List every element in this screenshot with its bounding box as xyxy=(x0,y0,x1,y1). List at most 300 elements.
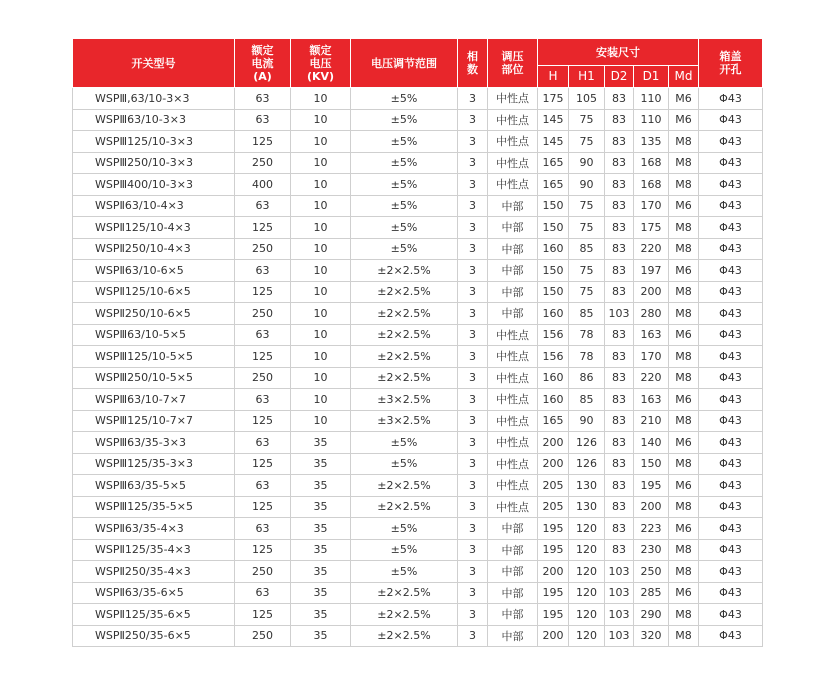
cell-cover: Φ43 xyxy=(699,432,763,454)
cell-range: ±2×2.5% xyxy=(351,582,458,604)
cell-current: 250 xyxy=(235,152,291,174)
cell-voltage: 10 xyxy=(291,410,351,432)
cell-position: 中部 xyxy=(488,238,538,260)
cell-voltage: 10 xyxy=(291,131,351,153)
cell-phases: 3 xyxy=(458,88,488,110)
cell-dim-h: 175 xyxy=(538,88,569,110)
cell-dim-d1: 135 xyxy=(634,131,669,153)
cell-range: ±5% xyxy=(351,453,458,475)
cell-dim-h1: 78 xyxy=(569,324,605,346)
cell-dim-h1: 120 xyxy=(569,518,605,540)
cell-phases: 3 xyxy=(458,496,488,518)
cell-voltage: 35 xyxy=(291,475,351,497)
cell-dim-md: M8 xyxy=(669,604,699,626)
header-cover-line: 开孔 xyxy=(719,63,742,76)
table-row xyxy=(73,131,763,153)
cell-current: 125 xyxy=(235,217,291,239)
cell-dim-d2: 83 xyxy=(605,346,634,368)
header-current xyxy=(235,39,291,88)
cell-current: 250 xyxy=(235,367,291,389)
cell-model: WSPⅢ125/10-3×3 xyxy=(73,131,235,153)
cell-dim-h: 156 xyxy=(538,324,569,346)
cell-cover: Φ43 xyxy=(699,260,763,282)
cell-voltage: 10 xyxy=(291,238,351,260)
cell-dim-d2: 83 xyxy=(605,410,634,432)
cell-dim-d1: 163 xyxy=(634,324,669,346)
cell-model: WSPⅢ125/10-7×7 xyxy=(73,410,235,432)
cell-range: ±2×2.5% xyxy=(351,303,458,325)
cell-dim-h: 200 xyxy=(538,432,569,454)
cell-dim-md: M6 xyxy=(669,260,699,282)
cell-dim-d1: 195 xyxy=(634,475,669,497)
cell-dim-d1: 220 xyxy=(634,367,669,389)
cell-dim-d1: 140 xyxy=(634,432,669,454)
cell-dim-h: 205 xyxy=(538,475,569,497)
cell-position: 中性点 xyxy=(488,389,538,411)
cell-position: 中性点 xyxy=(488,367,538,389)
spec-table xyxy=(72,38,763,647)
cell-voltage: 10 xyxy=(291,303,351,325)
cell-range: ±2×2.5% xyxy=(351,324,458,346)
cell-dim-h: 195 xyxy=(538,604,569,626)
header-current-line: 电流 xyxy=(251,56,274,70)
cell-voltage: 10 xyxy=(291,152,351,174)
cell-voltage: 35 xyxy=(291,496,351,518)
cell-dim-h1: 120 xyxy=(569,582,605,604)
cell-dim-h: 150 xyxy=(538,195,569,217)
cell-dim-md: M8 xyxy=(669,625,699,647)
cell-dim-d2: 83 xyxy=(605,518,634,540)
cell-dim-h1: 75 xyxy=(569,109,605,131)
cell-dim-h: 145 xyxy=(538,109,569,131)
cell-phases: 3 xyxy=(458,152,488,174)
cell-phases: 3 xyxy=(458,174,488,196)
cell-dim-h: 160 xyxy=(538,238,569,260)
cell-dim-d2: 83 xyxy=(605,324,634,346)
cell-position: 中部 xyxy=(488,281,538,303)
cell-dim-d1: 110 xyxy=(634,88,669,110)
cell-cover: Φ43 xyxy=(699,217,763,239)
cell-dim-h1: 90 xyxy=(569,152,605,174)
cell-position: 中性点 xyxy=(488,475,538,497)
cell-range: ±2×2.5% xyxy=(351,260,458,282)
cell-dim-d2: 83 xyxy=(605,475,634,497)
cell-phases: 3 xyxy=(458,518,488,540)
cell-dim-h: 205 xyxy=(538,496,569,518)
cell-dim-d1: 290 xyxy=(634,604,669,626)
cell-dim-d1: 110 xyxy=(634,109,669,131)
table-row xyxy=(73,410,763,432)
cell-current: 63 xyxy=(235,475,291,497)
cell-position: 中部 xyxy=(488,625,538,647)
cell-model: WSPⅡ63/10-6×5 xyxy=(73,260,235,282)
cell-dim-d2: 83 xyxy=(605,453,634,475)
cell-cover: Φ43 xyxy=(699,88,763,110)
cell-model: WSPⅡ63/35-4×3 xyxy=(73,518,235,540)
table-row xyxy=(73,539,763,561)
cell-position: 中性点 xyxy=(488,410,538,432)
cell-model: WSPⅢ125/35-3×3 xyxy=(73,453,235,475)
cell-dim-md: M8 xyxy=(669,303,699,325)
cell-position: 中性点 xyxy=(488,496,538,518)
cell-dim-md: M8 xyxy=(669,539,699,561)
cell-dim-h1: 85 xyxy=(569,389,605,411)
cell-model: WSPⅡ250/10-4×3 xyxy=(73,238,235,260)
cell-dim-h1: 75 xyxy=(569,195,605,217)
cell-dim-d2: 83 xyxy=(605,131,634,153)
cell-dim-d1: 168 xyxy=(634,174,669,196)
cell-current: 125 xyxy=(235,410,291,432)
cell-cover: Φ43 xyxy=(699,475,763,497)
cell-current: 125 xyxy=(235,131,291,153)
cell-range: ±5% xyxy=(351,518,458,540)
cell-dim-h1: 90 xyxy=(569,174,605,196)
cell-model: WSPⅢ63/10-7×7 xyxy=(73,389,235,411)
cell-range: ±3×2.5% xyxy=(351,410,458,432)
cell-cover: Φ43 xyxy=(699,389,763,411)
cell-position: 中性点 xyxy=(488,131,538,153)
cell-current: 400 xyxy=(235,174,291,196)
cell-dim-h: 200 xyxy=(538,561,569,583)
cell-phases: 3 xyxy=(458,475,488,497)
cell-dim-d2: 83 xyxy=(605,496,634,518)
cell-model: WSPⅢ63/10-5×5 xyxy=(73,324,235,346)
cell-phases: 3 xyxy=(458,281,488,303)
cell-voltage: 35 xyxy=(291,604,351,626)
cell-range: ±2×2.5% xyxy=(351,496,458,518)
cell-dim-h1: 75 xyxy=(569,131,605,153)
cell-dim-md: M8 xyxy=(669,174,699,196)
cell-dim-h1: 120 xyxy=(569,539,605,561)
table-body xyxy=(73,88,763,647)
cell-phases: 3 xyxy=(458,324,488,346)
cell-dim-md: M6 xyxy=(669,389,699,411)
cell-dim-md: M6 xyxy=(669,324,699,346)
cell-dim-d1: 175 xyxy=(634,217,669,239)
cell-current: 63 xyxy=(235,432,291,454)
cell-dim-d2: 103 xyxy=(605,582,634,604)
table-row xyxy=(73,324,763,346)
cell-dim-d2: 83 xyxy=(605,281,634,303)
cell-dim-h1: 120 xyxy=(569,561,605,583)
table-row xyxy=(73,238,763,260)
cell-current: 125 xyxy=(235,604,291,626)
cell-range: ±5% xyxy=(351,174,458,196)
cell-cover: Φ43 xyxy=(699,324,763,346)
cell-range: ±5% xyxy=(351,195,458,217)
cell-dim-h1: 130 xyxy=(569,475,605,497)
cell-dim-md: M8 xyxy=(669,152,699,174)
cell-position: 中性点 xyxy=(488,432,538,454)
cell-cover: Φ43 xyxy=(699,152,763,174)
header-row xyxy=(73,39,763,66)
cell-dim-d1: 200 xyxy=(634,496,669,518)
header-voltage-line: 电压 xyxy=(309,56,332,70)
header-voltage xyxy=(291,39,351,88)
cell-phases: 3 xyxy=(458,260,488,282)
cell-cover: Φ43 xyxy=(699,410,763,432)
cell-dim-d2: 83 xyxy=(605,195,634,217)
cell-phases: 3 xyxy=(458,303,488,325)
cell-current: 125 xyxy=(235,539,291,561)
cell-dim-md: M6 xyxy=(669,432,699,454)
cell-position: 中性点 xyxy=(488,152,538,174)
cell-dim-d1: 320 xyxy=(634,625,669,647)
table-row xyxy=(73,195,763,217)
cell-cover: Φ43 xyxy=(699,582,763,604)
table-row xyxy=(73,88,763,110)
cell-dim-h1: 85 xyxy=(569,303,605,325)
cell-dim-md: M8 xyxy=(669,453,699,475)
cell-position: 中部 xyxy=(488,195,538,217)
cell-dim-d1: 223 xyxy=(634,518,669,540)
cell-dim-d2: 83 xyxy=(605,217,634,239)
cell-dim-h: 150 xyxy=(538,281,569,303)
cell-model: WSPⅢ,63/10-3×3 xyxy=(73,88,235,110)
cell-dim-d1: 150 xyxy=(634,453,669,475)
cell-dim-d2: 83 xyxy=(605,88,634,110)
cell-range: ±5% xyxy=(351,217,458,239)
cell-dim-h1: 120 xyxy=(569,625,605,647)
cell-cover: Φ43 xyxy=(699,238,763,260)
table-row xyxy=(73,453,763,475)
cell-dim-md: M8 xyxy=(669,496,699,518)
cell-position: 中部 xyxy=(488,260,538,282)
cell-position: 中部 xyxy=(488,518,538,540)
table-row xyxy=(73,152,763,174)
cell-voltage: 10 xyxy=(291,346,351,368)
cell-dim-md: M8 xyxy=(669,238,699,260)
table-row xyxy=(73,604,763,626)
cell-dim-h: 160 xyxy=(538,367,569,389)
cell-phases: 3 xyxy=(458,217,488,239)
cell-cover: Φ43 xyxy=(699,539,763,561)
cell-current: 63 xyxy=(235,109,291,131)
cell-current: 125 xyxy=(235,496,291,518)
cell-current: 63 xyxy=(235,195,291,217)
cell-phases: 3 xyxy=(458,389,488,411)
cell-model: WSPⅢ125/35-5×5 xyxy=(73,496,235,518)
cell-current: 63 xyxy=(235,518,291,540)
cell-position: 中部 xyxy=(488,539,538,561)
cell-range: ±5% xyxy=(351,432,458,454)
table-row xyxy=(73,367,763,389)
cell-cover: Φ43 xyxy=(699,131,763,153)
table-row xyxy=(73,518,763,540)
table-row xyxy=(73,432,763,454)
cell-voltage: 10 xyxy=(291,109,351,131)
cell-model: WSPⅢ125/10-5×5 xyxy=(73,346,235,368)
cell-position: 中部 xyxy=(488,582,538,604)
cell-range: ±2×2.5% xyxy=(351,604,458,626)
cell-dim-h: 200 xyxy=(538,625,569,647)
cell-dim-h: 195 xyxy=(538,582,569,604)
header-current-line: 额定 xyxy=(251,43,274,57)
cell-voltage: 35 xyxy=(291,625,351,647)
cell-current: 250 xyxy=(235,238,291,260)
cell-dim-d2: 103 xyxy=(605,604,634,626)
cell-dim-h1: 105 xyxy=(569,88,605,110)
table-row xyxy=(73,109,763,131)
cell-model: WSPⅢ63/35-5×5 xyxy=(73,475,235,497)
table-row xyxy=(73,389,763,411)
header-current-line: (A) xyxy=(253,69,272,83)
cell-voltage: 10 xyxy=(291,217,351,239)
cell-range: ±2×2.5% xyxy=(351,625,458,647)
cell-dim-h: 165 xyxy=(538,152,569,174)
header-model: 开关型号 xyxy=(73,39,235,88)
cell-dim-h: 160 xyxy=(538,303,569,325)
cell-dim-h1: 75 xyxy=(569,281,605,303)
cell-position: 中性点 xyxy=(488,346,538,368)
cell-range: ±5% xyxy=(351,561,458,583)
cell-dim-h1: 75 xyxy=(569,260,605,282)
cell-model: WSPⅢ63/10-3×3 xyxy=(73,109,235,131)
cell-voltage: 10 xyxy=(291,389,351,411)
table-row xyxy=(73,260,763,282)
header-dim-h: H xyxy=(538,66,569,88)
cell-dim-d1: 168 xyxy=(634,152,669,174)
cell-dim-d2: 83 xyxy=(605,367,634,389)
header-position-line: 部位 xyxy=(501,63,524,76)
cell-dim-d1: 197 xyxy=(634,260,669,282)
cell-phases: 3 xyxy=(458,131,488,153)
cell-current: 63 xyxy=(235,260,291,282)
cell-dim-h: 195 xyxy=(538,518,569,540)
cell-model: WSPⅢ250/10-3×3 xyxy=(73,152,235,174)
header-install: 安装尺寸 xyxy=(538,39,699,66)
cell-range: ±5% xyxy=(351,131,458,153)
header-phases xyxy=(458,39,488,88)
header-position-line: 调压 xyxy=(501,50,524,63)
header-voltage-line: (KV) xyxy=(306,69,335,83)
cell-dim-h: 160 xyxy=(538,389,569,411)
cell-dim-h: 150 xyxy=(538,260,569,282)
cell-range: ±5% xyxy=(351,238,458,260)
cell-model: WSPⅡ125/35-4×3 xyxy=(73,539,235,561)
cell-dim-h1: 90 xyxy=(569,410,605,432)
cell-voltage: 10 xyxy=(291,281,351,303)
header-cover-line: 箱盖 xyxy=(719,50,742,63)
cell-range: ±5% xyxy=(351,539,458,561)
header-phases-line: 相 xyxy=(467,50,478,63)
cell-current: 125 xyxy=(235,346,291,368)
cell-dim-d2: 103 xyxy=(605,561,634,583)
cell-dim-md: M8 xyxy=(669,561,699,583)
cell-dim-d2: 83 xyxy=(605,174,634,196)
cell-range: ±3×2.5% xyxy=(351,389,458,411)
cell-model: WSPⅡ63/10-4×3 xyxy=(73,195,235,217)
cell-dim-h: 165 xyxy=(538,174,569,196)
cell-dim-d1: 280 xyxy=(634,303,669,325)
cell-voltage: 10 xyxy=(291,174,351,196)
cell-model: WSPⅡ250/35-4×3 xyxy=(73,561,235,583)
cell-dim-h1: 130 xyxy=(569,496,605,518)
cell-current: 63 xyxy=(235,88,291,110)
cell-voltage: 35 xyxy=(291,453,351,475)
cell-cover: Φ43 xyxy=(699,604,763,626)
cell-range: ±5% xyxy=(351,88,458,110)
cell-position: 中性点 xyxy=(488,88,538,110)
table-row xyxy=(73,303,763,325)
table-row xyxy=(73,582,763,604)
cell-current: 63 xyxy=(235,582,291,604)
cell-dim-d2: 103 xyxy=(605,303,634,325)
cell-dim-h: 156 xyxy=(538,346,569,368)
cell-current: 250 xyxy=(235,303,291,325)
cell-phases: 3 xyxy=(458,109,488,131)
cell-dim-d2: 103 xyxy=(605,625,634,647)
cell-current: 63 xyxy=(235,389,291,411)
cell-position: 中性点 xyxy=(488,174,538,196)
cell-dim-d2: 83 xyxy=(605,238,634,260)
cell-phases: 3 xyxy=(458,561,488,583)
cell-cover: Φ43 xyxy=(699,561,763,583)
cell-dim-d2: 83 xyxy=(605,152,634,174)
cell-position: 中部 xyxy=(488,561,538,583)
cell-phases: 3 xyxy=(458,432,488,454)
cell-range: ±2×2.5% xyxy=(351,346,458,368)
header-dim-d1: D1 xyxy=(634,66,669,88)
cell-dim-h1: 126 xyxy=(569,453,605,475)
cell-range: ±2×2.5% xyxy=(351,367,458,389)
cell-dim-md: M8 xyxy=(669,410,699,432)
cell-voltage: 10 xyxy=(291,260,351,282)
cell-position: 中性点 xyxy=(488,324,538,346)
cell-dim-d1: 220 xyxy=(634,238,669,260)
cell-range: ±2×2.5% xyxy=(351,475,458,497)
cell-position: 中性点 xyxy=(488,109,538,131)
cell-voltage: 10 xyxy=(291,367,351,389)
cell-dim-d1: 210 xyxy=(634,410,669,432)
cell-phases: 3 xyxy=(458,238,488,260)
cell-voltage: 35 xyxy=(291,561,351,583)
table-row xyxy=(73,475,763,497)
cell-current: 125 xyxy=(235,281,291,303)
cell-model: WSPⅡ125/10-6×5 xyxy=(73,281,235,303)
header-range: 电压调节范围 xyxy=(351,39,458,88)
cell-dim-d2: 83 xyxy=(605,260,634,282)
cell-cover: Φ43 xyxy=(699,109,763,131)
cell-dim-h: 150 xyxy=(538,217,569,239)
cell-dim-md: M6 xyxy=(669,109,699,131)
cell-model: WSPⅡ250/10-6×5 xyxy=(73,303,235,325)
header-cover xyxy=(699,39,763,88)
header-voltage-line: 额定 xyxy=(309,43,332,57)
cell-phases: 3 xyxy=(458,625,488,647)
cell-range: ±2×2.5% xyxy=(351,281,458,303)
cell-phases: 3 xyxy=(458,195,488,217)
cell-cover: Φ43 xyxy=(699,303,763,325)
cell-model: WSPⅡ125/35-6×5 xyxy=(73,604,235,626)
cell-dim-h: 145 xyxy=(538,131,569,153)
cell-position: 中性点 xyxy=(488,453,538,475)
cell-current: 250 xyxy=(235,625,291,647)
cell-dim-d1: 170 xyxy=(634,346,669,368)
table-row xyxy=(73,496,763,518)
table-row xyxy=(73,217,763,239)
header-dim-h1: H1 xyxy=(569,66,605,88)
cell-phases: 3 xyxy=(458,604,488,626)
cell-model: WSPⅡ125/10-4×3 xyxy=(73,217,235,239)
cell-model: WSPⅡ63/35-6×5 xyxy=(73,582,235,604)
cell-dim-d1: 200 xyxy=(634,281,669,303)
table-row xyxy=(73,346,763,368)
cell-dim-h1: 85 xyxy=(569,238,605,260)
cell-cover: Φ43 xyxy=(699,367,763,389)
cell-phases: 3 xyxy=(458,539,488,561)
header-dim-d2: D2 xyxy=(605,66,634,88)
